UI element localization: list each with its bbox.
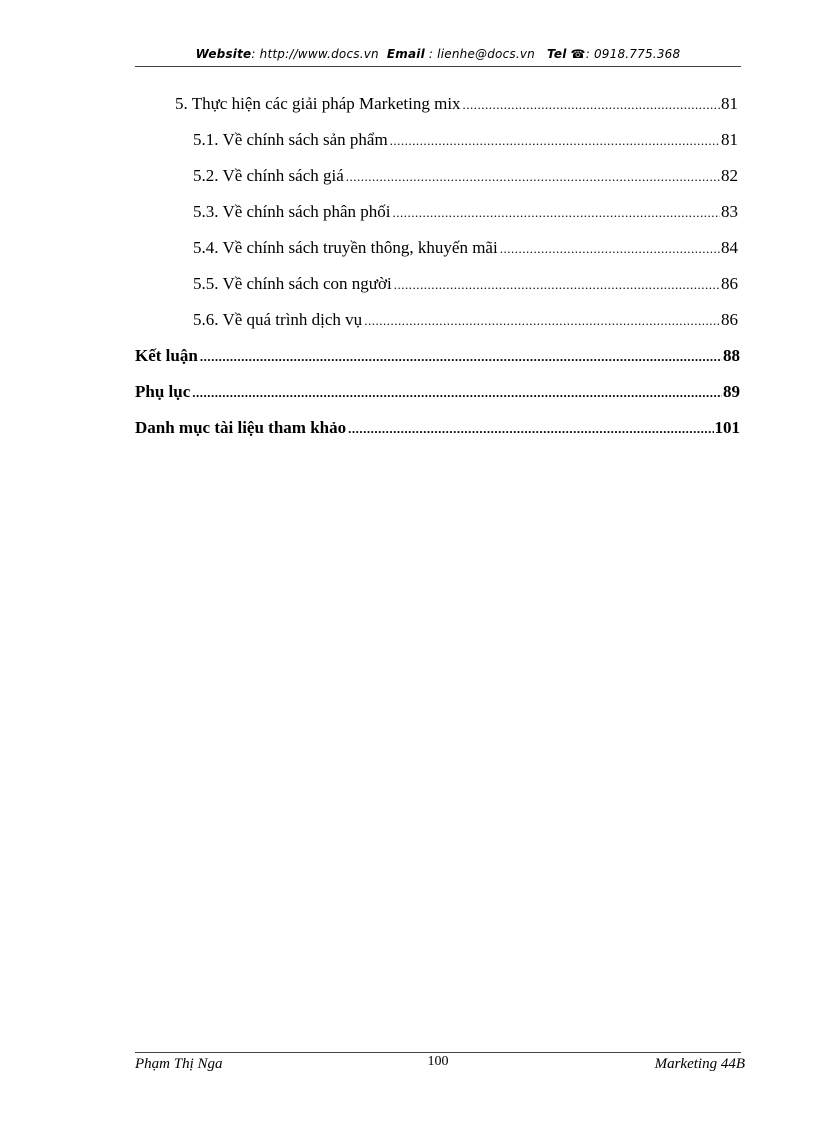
toc-entry-title: 5. Thực hiện các giải pháp Marketing mix (175, 94, 461, 113)
toc-leader (192, 385, 722, 401)
footer-author: Phạm Thị Nga (135, 1056, 223, 1072)
toc-entry[interactable] (135, 418, 740, 442)
toc-leader (364, 313, 720, 329)
toc-leader (394, 277, 720, 293)
toc-entry-page: 82 (721, 166, 738, 185)
toc-leader (348, 421, 713, 437)
phone-icon: ☎ (570, 47, 586, 61)
toc-leader (390, 133, 720, 149)
page-number: 100 (427, 1054, 449, 1069)
toc-entry-title: 5.1. Về chính sách sản phẩm (193, 130, 388, 149)
toc-entry-title: 5.3. Về chính sách phân phối (193, 202, 391, 221)
email-value: : lienhe@docs.vn (428, 47, 535, 61)
footer-divider (135, 1052, 741, 1053)
tel-label: Tel (547, 47, 567, 61)
toc-leader (500, 241, 720, 257)
toc-entry-page: 84 (721, 238, 738, 257)
toc-leader (463, 97, 720, 113)
toc-entry-title: Phụ lục (135, 382, 191, 401)
toc-entry-page: 81 (721, 94, 738, 113)
toc-leader (346, 169, 720, 185)
toc-entry-page: 83 (721, 202, 738, 221)
toc-entry[interactable] (193, 202, 738, 226)
toc-entry-title: Kết luận (135, 346, 198, 365)
page-header (135, 47, 741, 61)
toc-entry[interactable] (175, 94, 738, 118)
toc-entry-page: 86 (721, 310, 738, 329)
toc-entry-title: 5.6. Về quá trình dịch vụ (193, 310, 363, 329)
toc-entry-page: 86 (721, 274, 738, 293)
toc-entry[interactable] (193, 274, 738, 298)
toc-entry[interactable] (193, 166, 738, 190)
website-value: : http://www.docs.vn (251, 47, 379, 61)
website-label: Website (195, 47, 252, 61)
email-label: Email (386, 47, 425, 61)
tel-value: : 0918.775.368 (585, 47, 681, 61)
footer-class: Marketing 44B (654, 1056, 745, 1072)
toc-entry-title: 5.4. Về chính sách truyền thông, khuyến mãi (193, 238, 498, 257)
toc-entry-title: 5.2. Về chính sách giá (193, 166, 344, 185)
toc-leader (393, 205, 720, 221)
toc-entry[interactable] (193, 310, 738, 334)
toc-entry[interactable] (193, 130, 738, 154)
toc-entry-page: 88 (723, 346, 740, 365)
toc-leader (200, 349, 722, 365)
toc-entry-page: 81 (721, 130, 738, 149)
toc-entry-page: 101 (714, 418, 740, 437)
toc-entry[interactable] (193, 238, 738, 262)
toc-entry[interactable] (135, 382, 740, 406)
toc-entry-page: 89 (723, 382, 740, 401)
toc-entry-title: Danh mục tài liệu tham khảo (135, 418, 347, 437)
toc-entry[interactable] (135, 346, 740, 370)
header-divider (135, 66, 741, 67)
toc-entry-title: 5.5. Về chính sách con người (193, 274, 392, 293)
